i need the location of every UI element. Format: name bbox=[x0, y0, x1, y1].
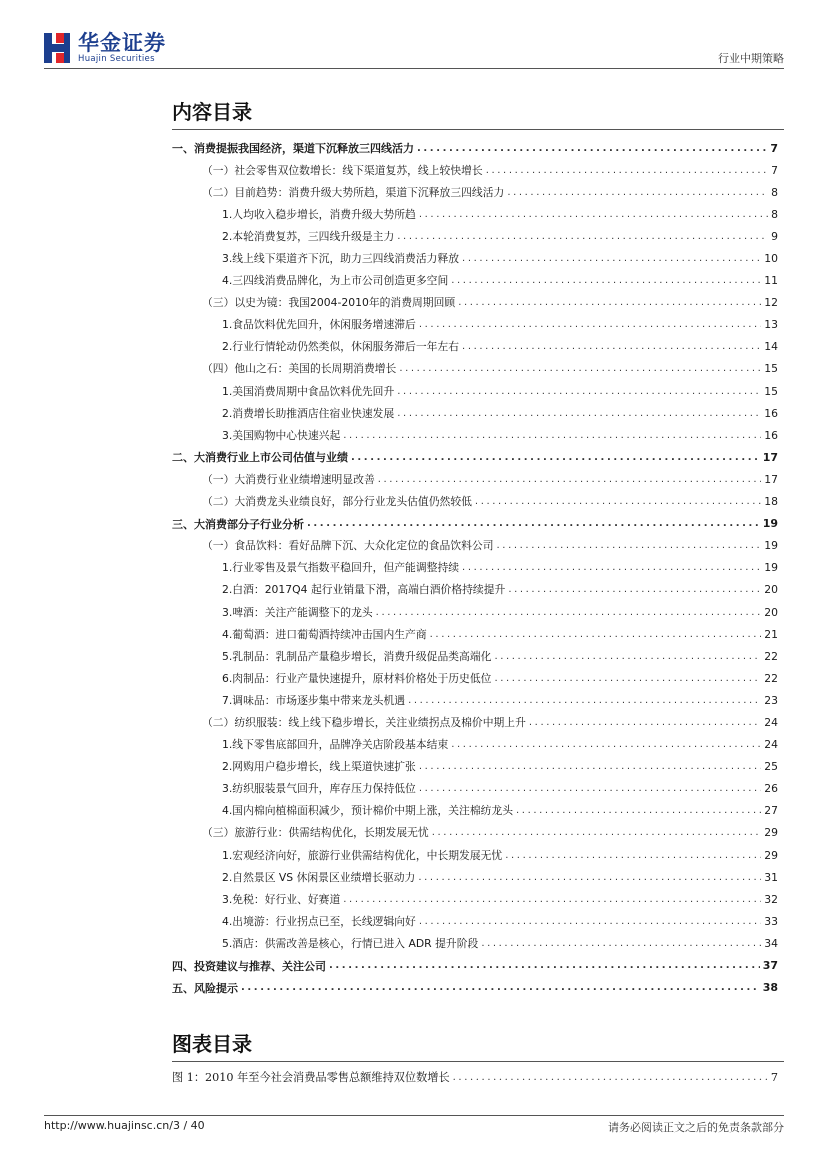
toc-entry-page: 19 bbox=[764, 539, 778, 553]
toc-entry-page: 17 bbox=[764, 472, 778, 486]
toc-entry[interactable] bbox=[172, 557, 778, 579]
dot-leader bbox=[329, 960, 760, 971]
toc-entry[interactable] bbox=[172, 601, 778, 623]
toc-entry[interactable] bbox=[172, 977, 778, 999]
dot-leader bbox=[516, 805, 761, 816]
toc-entry-page: 29 bbox=[764, 848, 778, 862]
toc-entry-page: 29 bbox=[764, 826, 778, 840]
toc-entry-text: 3.美国购物中心快速兴起 bbox=[222, 428, 341, 442]
toc-entry[interactable] bbox=[172, 734, 778, 756]
toc-entry-text: 1.人均收入稳步增长，消费升级大势所趋 bbox=[222, 207, 416, 221]
toc-entry[interactable] bbox=[172, 844, 778, 866]
toc-entry[interactable] bbox=[172, 402, 778, 424]
toc-title: 内容目录 bbox=[172, 100, 252, 124]
toc-entry-page: 23 bbox=[764, 693, 778, 707]
toc-entry-text: （二）纺织服装：线上线下稳步增长，关注业绩拐点及棉价中期上升 bbox=[202, 715, 526, 729]
toc-entry[interactable] bbox=[172, 181, 778, 203]
toc-entry-text: 2.消费增长助推酒店住宿业快速发展 bbox=[222, 406, 395, 420]
toc-entry-text: （二）大消费龙头业绩良好，部分行业龙头估值仍然较低 bbox=[202, 495, 472, 509]
toc-entry-text: 4.出境游：行业拐点已至，长线逻辑向好 bbox=[222, 914, 416, 928]
toc-entry[interactable] bbox=[172, 203, 778, 225]
toc-entry-page: 18 bbox=[764, 495, 778, 509]
dot-leader bbox=[507, 187, 768, 198]
dot-leader bbox=[419, 916, 761, 927]
toc-entry-page: 16 bbox=[764, 406, 778, 420]
huajin-logo-icon bbox=[44, 33, 70, 63]
toc-entry-page: 32 bbox=[764, 892, 778, 906]
dot-leader bbox=[462, 341, 761, 352]
dot-leader bbox=[376, 607, 762, 618]
toc-entry-text: 6.肉制品：行业产量快速提升，原材料价格处于历史低位 bbox=[222, 671, 492, 685]
dot-leader bbox=[462, 253, 761, 264]
dot-leader bbox=[408, 695, 761, 706]
toc-entry-page: 19 bbox=[762, 517, 778, 531]
figure-entry-text: 图 1：2010 年至今社会消费品零售总额维持双位数增长 bbox=[172, 1071, 450, 1085]
toc-entry-text: 一、消费提振我国经济，渠道下沉释放三四线活力 bbox=[172, 142, 414, 156]
toc-entry-text: （四）他山之石：美国的长周期消费增长 bbox=[202, 362, 397, 376]
toc-entry-text: 四、投资建议与推荐、关注公司 bbox=[172, 959, 326, 973]
toc-entry[interactable] bbox=[172, 513, 778, 535]
toc-entry-text: 3.免税：好行业、好赛道 bbox=[222, 892, 341, 906]
dot-leader bbox=[462, 562, 761, 573]
toc-entry[interactable] bbox=[172, 247, 778, 269]
dot-leader bbox=[397, 231, 768, 242]
toc-entry-text: 2.自然景区 VS 休闲景区业绩增长驱动力 bbox=[222, 870, 416, 884]
dot-leader bbox=[418, 872, 761, 883]
toc-entry-text: 2.本轮消费复苏，三四线升级是主力 bbox=[222, 229, 395, 243]
dot-leader bbox=[486, 165, 768, 176]
toc-entry-page: 24 bbox=[764, 715, 778, 729]
brand-name-cn: 华金证券 bbox=[78, 31, 166, 55]
toc-entry-page: 37 bbox=[762, 959, 778, 973]
toc-entry-text: 5.乳制品：乳制品产量稳步增长，消费升级促品类高端化 bbox=[222, 649, 492, 663]
footer-divider bbox=[44, 1115, 784, 1116]
toc-entry[interactable] bbox=[172, 292, 778, 314]
toc-entry-page: 38 bbox=[762, 981, 778, 995]
toc-entry-page: 7 bbox=[770, 141, 778, 155]
toc-entry[interactable] bbox=[172, 667, 778, 689]
dot-leader bbox=[529, 717, 761, 728]
figure-list-divider bbox=[172, 1061, 784, 1062]
figure-list bbox=[172, 1066, 778, 1088]
toc-entry-text: 7.调味品：市场逐步集中带来龙头机遇 bbox=[222, 693, 406, 707]
toc-entry-page: 19 bbox=[764, 561, 778, 575]
toc-entry-text: 2.行业行情轮动仍然类似，休闲服务滞后一年左右 bbox=[222, 340, 460, 354]
toc-entry-page: 13 bbox=[764, 318, 778, 332]
company-logo bbox=[44, 30, 166, 66]
toc-entry-text: 4.三四线消费品牌化，为上市公司创造更多空间 bbox=[222, 274, 449, 288]
toc-entry-page: 24 bbox=[764, 738, 778, 752]
toc-entry-text: 4.葡萄酒：进口葡萄酒持续冲击国内生产商 bbox=[222, 627, 427, 641]
toc-entry-text: （一）大消费行业业绩增速明显改善 bbox=[202, 472, 375, 486]
dot-leader bbox=[481, 938, 761, 949]
figure-list-title: 图表目录 bbox=[172, 1032, 252, 1056]
toc-entry-page: 20 bbox=[764, 583, 778, 597]
toc-entry[interactable] bbox=[172, 932, 778, 954]
toc-entry[interactable] bbox=[172, 910, 778, 932]
toc-entry[interactable] bbox=[172, 778, 778, 800]
toc-entry-page: 27 bbox=[764, 804, 778, 818]
toc-entry-text: 2.网购用户稳步增长，线上渠道快速扩张 bbox=[222, 760, 416, 774]
dot-leader bbox=[458, 297, 761, 308]
toc-entry-text: 五、风险提示 bbox=[172, 981, 238, 995]
dot-leader bbox=[343, 430, 761, 441]
toc-entry-text: 1.行业零售及景气指数平稳回升，但产能调整持续 bbox=[222, 561, 460, 575]
header-divider bbox=[44, 68, 784, 69]
dot-leader bbox=[432, 827, 762, 838]
toc-entry[interactable] bbox=[172, 159, 778, 181]
document-type: 行业中期策略 bbox=[718, 52, 784, 65]
toc-entry-text: 4.国内棉向植棉面积减少，预计棉价中期上涨，关注棉纺龙头 bbox=[222, 804, 514, 818]
toc-entry[interactable] bbox=[172, 711, 778, 733]
toc-entry-page: 11 bbox=[764, 274, 778, 288]
toc-entry[interactable] bbox=[172, 491, 778, 513]
toc-entry-text: 1.线下零售底部回升，品牌净关店阶段基本结束 bbox=[222, 738, 449, 752]
toc-entry-page: 15 bbox=[764, 362, 778, 376]
dot-leader bbox=[343, 894, 761, 905]
dot-leader bbox=[378, 474, 762, 485]
toc-entry[interactable] bbox=[172, 137, 778, 159]
toc-entry[interactable] bbox=[172, 314, 778, 336]
toc-entry[interactable] bbox=[172, 380, 778, 402]
dot-leader bbox=[397, 408, 761, 419]
dot-leader bbox=[430, 629, 762, 640]
toc-entry[interactable] bbox=[172, 336, 778, 358]
toc-entry[interactable] bbox=[172, 756, 778, 778]
dot-leader bbox=[494, 651, 761, 662]
toc-entry-page: 25 bbox=[764, 760, 778, 774]
table-of-contents bbox=[172, 137, 778, 999]
dot-leader bbox=[508, 584, 761, 595]
toc-entry-text: 2.白酒：2017Q4 起行业销量下滑，高端白酒价格持续提升 bbox=[222, 583, 506, 597]
dot-leader bbox=[307, 518, 760, 529]
toc-entry[interactable] bbox=[172, 888, 778, 910]
toc-entry[interactable] bbox=[172, 468, 778, 490]
toc-entry[interactable] bbox=[172, 623, 778, 645]
toc-entry-page: 16 bbox=[764, 428, 778, 442]
toc-entry[interactable] bbox=[172, 225, 778, 247]
dot-leader bbox=[351, 452, 760, 463]
footer-url-page[interactable]: http://www.huajinsc.cn/3 / 40 bbox=[44, 1119, 205, 1132]
brand-name-en: Huajin Securities bbox=[78, 54, 155, 64]
dot-leader bbox=[494, 673, 761, 684]
toc-entry[interactable] bbox=[172, 822, 778, 844]
toc-entry-text: （一）食品饮料：看好品牌下沉、大众化定位的食品饮料公司 bbox=[202, 539, 494, 553]
toc-entry-page: 31 bbox=[764, 870, 778, 884]
dot-leader bbox=[453, 1072, 768, 1083]
toc-entry-page: 22 bbox=[764, 671, 778, 685]
toc-entry[interactable] bbox=[172, 270, 778, 292]
toc-entry-text: 1.美国消费周期中食品饮料优先回升 bbox=[222, 384, 395, 398]
dot-leader bbox=[397, 386, 761, 397]
toc-entry-text: （三）以史为镜：我国2004-2010年的消费周期回顾 bbox=[202, 296, 456, 310]
dot-leader bbox=[505, 850, 761, 861]
page-header bbox=[44, 30, 784, 70]
toc-entry-page: 15 bbox=[764, 384, 778, 398]
footer-disclaimer: 请务必阅读正文之后的免责条款部分 bbox=[608, 1121, 784, 1134]
toc-entry-page: 26 bbox=[764, 782, 778, 796]
toc-entry[interactable] bbox=[172, 645, 778, 667]
toc-entry[interactable] bbox=[172, 800, 778, 822]
toc-title-divider bbox=[172, 129, 784, 130]
toc-entry[interactable] bbox=[172, 358, 778, 380]
dot-leader bbox=[451, 275, 761, 286]
toc-entry-text: 三、大消费部分子行业分析 bbox=[172, 517, 304, 531]
dot-leader bbox=[419, 319, 761, 330]
toc-entry-text: （一）社会零售双位数增长：线下渠道复苏，线上较快增长 bbox=[202, 163, 483, 177]
toc-entry-text: 3.纺织服装景气回升，库存压力保持低位 bbox=[222, 782, 416, 796]
toc-entry-page: 21 bbox=[764, 627, 778, 641]
toc-entry-page: 12 bbox=[764, 296, 778, 310]
toc-entry-text: （二）目前趋势：消费升级大势所趋，渠道下沉释放三四线活力 bbox=[202, 185, 505, 199]
dot-leader bbox=[451, 739, 761, 750]
toc-entry-text: 3.线上线下渠道齐下沉，助力三四线消费活力释放 bbox=[222, 252, 460, 266]
toc-entry-page: 9 bbox=[771, 229, 778, 243]
toc-entry-page: 33 bbox=[764, 914, 778, 928]
toc-entry-page: 8 bbox=[771, 185, 778, 199]
toc-entry[interactable] bbox=[172, 954, 778, 976]
toc-entry-text: 1.宏观经济向好，旅游行业供需结构优化，中长期发展无忧 bbox=[222, 848, 503, 862]
toc-entry[interactable] bbox=[172, 535, 778, 557]
toc-entry[interactable] bbox=[172, 689, 778, 711]
toc-entry-text: 二、大消费行业上市公司估值与业绩 bbox=[172, 451, 348, 465]
dot-leader bbox=[419, 783, 761, 794]
toc-entry-page: 22 bbox=[764, 649, 778, 663]
dot-leader bbox=[475, 496, 761, 507]
toc-entry-page: 7 bbox=[771, 163, 778, 177]
figure-entry[interactable] bbox=[172, 1066, 778, 1088]
dot-leader bbox=[419, 761, 761, 772]
dot-leader bbox=[417, 143, 767, 154]
toc-entry-page: 20 bbox=[764, 605, 778, 619]
toc-entry[interactable] bbox=[172, 579, 778, 601]
toc-entry-text: 3.啤酒：关注产能调整下的龙头 bbox=[222, 605, 373, 619]
dot-leader bbox=[241, 982, 760, 993]
toc-entry-text: 5.酒店：供需改善是核心，行情已进入 ADR 提升阶段 bbox=[222, 936, 479, 950]
toc-entry-page: 14 bbox=[764, 340, 778, 354]
dot-leader bbox=[399, 363, 761, 374]
toc-entry-page: 17 bbox=[762, 450, 778, 464]
toc-entry[interactable] bbox=[172, 446, 778, 468]
toc-entry-page: 34 bbox=[764, 936, 778, 950]
dot-leader bbox=[497, 540, 762, 551]
dot-leader bbox=[419, 209, 768, 220]
toc-entry-text: （三）旅游行业：供需结构优化，长期发展无忧 bbox=[202, 826, 429, 840]
figure-entry-page: 7 bbox=[770, 1070, 778, 1084]
toc-entry[interactable] bbox=[172, 424, 778, 446]
toc-entry[interactable] bbox=[172, 866, 778, 888]
toc-entry-text: 1.食品饮料优先回升，休闲服务增速滞后 bbox=[222, 318, 416, 332]
toc-entry-page: 10 bbox=[764, 252, 778, 266]
toc-entry-page: 8 bbox=[771, 207, 778, 221]
